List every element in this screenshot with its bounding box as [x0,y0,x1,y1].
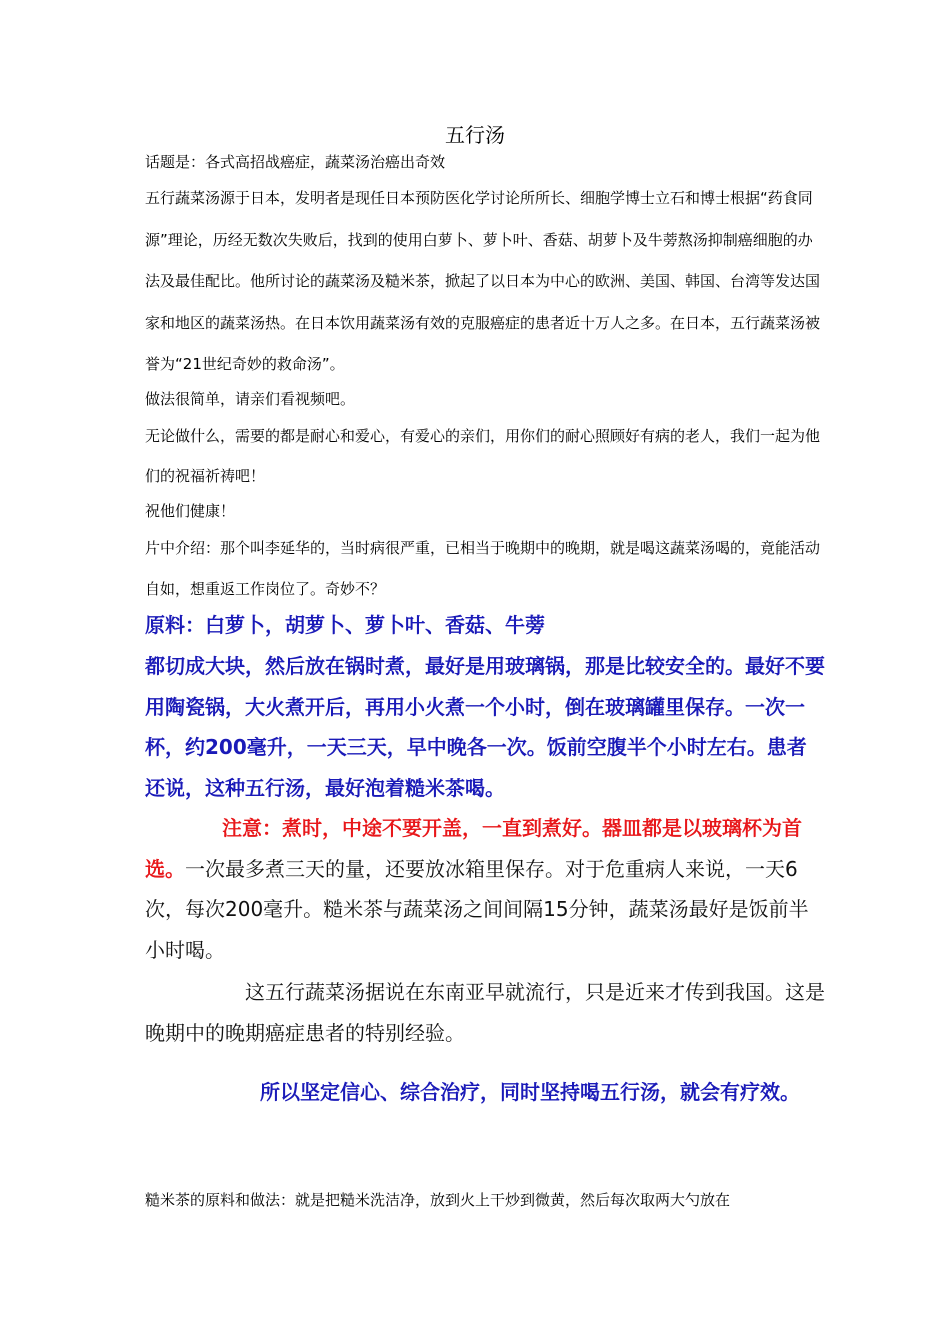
simple-method-line: 做法很简单，请亲们看视频吧。 [145,390,356,408]
note-warning: 注意：煮时，中途不要开盖，一直到煮好。器皿都是以玻璃杯为首选。 [145,816,802,881]
confidence-paragraph: 所以坚定信心、综合治疗，同时坚持喝五行汤，就会有疗效。 [260,1080,800,1104]
ingredients-line: 原料：白萝卜，胡萝卜、萝卜叶、香菇、牛蒡 [145,613,545,637]
popular-paragraph: 这五行蔬菜汤据说在东南亚早就流行，只是近来才传到我国。这是晚期中的晚期癌症患者的特别经验。 [145,980,825,1045]
intro-paragraph: 五行蔬菜汤源于日本，发明者是现任日本预防医化学讨论所所长、细胞学博士立石和博士根据“药食同源”理论，历经无数次失败后，找到的使用白萝卜、萝卜叶、香菇、胡萝卜及牛蒡熬汤抑制癌细胞的办法及最佳配比。他所讨论的蔬菜汤及糙米茶，掀起了以日本为中心的欧洲、美国、韩国、台湾等发达国家和地区的蔬菜汤热。在日本饮用蔬菜汤有效的克服癌症的患者近十万人之多。在日本，五行蔬菜汤被誉为“21世纪奇妙的救命汤”。 [145,189,821,373]
topic-line: 话题是：各式高招战癌症，蔬菜汤治癌出奇效 [145,153,446,171]
note-paragraph [145,808,825,970]
page-title: 五行汤 [445,123,505,147]
wish-line: 祝他们健康！ [145,502,236,520]
video-intro-paragraph: 片中介绍：那个叫李延华的，当时病很严重，已相当于晚期中的晚期，就是喝这蔬菜汤喝的，竟能活动自如，想重返工作岗位了。奇妙不？ [145,539,821,598]
rice-tea-paragraph: 糙米茶的原料和做法：就是把糙米洗洁净，放到火上干炒到微黄，然后每次取两大勺放在 [145,1191,731,1209]
method-paragraph: 都切成大块，然后放在锅时煮，最好是用玻璃锅，那是比较安全的。最好不要用陶瓷锅，大火煮开后，再用小火煮一个小时，倒在玻璃罐里保存。一次一杯，约200毫升，一天三天，早中晚各一次。饭前空腹半个小时左右。患者还说，这种五行汤，最好泡着糙米茶喝。 [145,654,825,800]
note-detail: 一次最多煮三天的量，还要放冰箱里保存。对于危重病人来说，一天6次，每次200毫升。糙米茶与蔬菜汤之间间隔15分钟，蔬菜汤最好是饭前半小时喝。 [145,856,809,962]
care-paragraph: 无论做什么，需要的都是耐心和爱心，有爱心的亲们，用你们的耐心照顾好有病的老人，我们一起为他们的祝福祈祷吧！ [145,427,821,485]
